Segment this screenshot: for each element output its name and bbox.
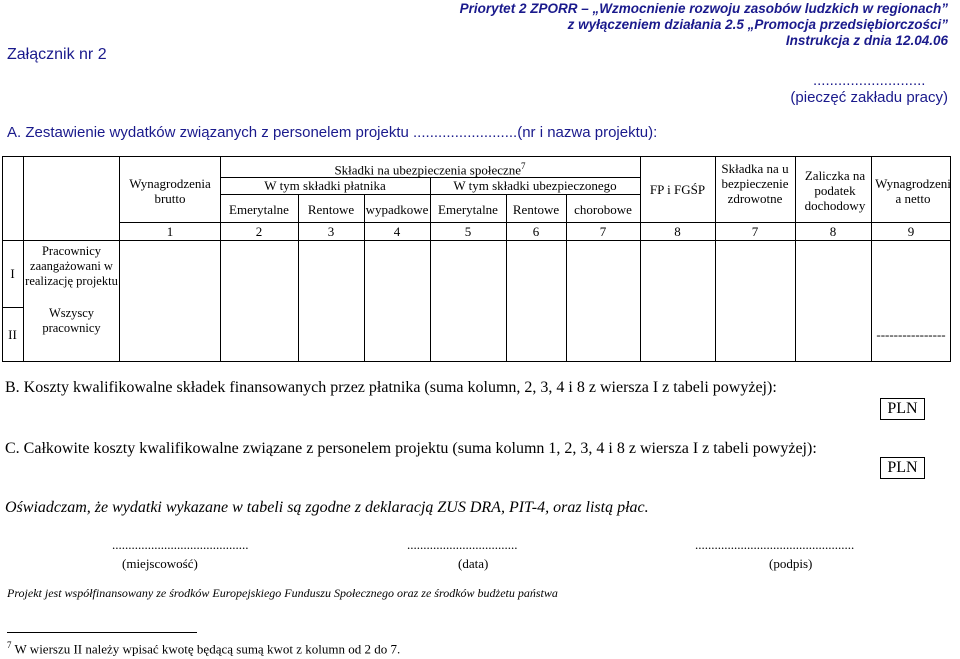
header-insured-disability: Rentowe xyxy=(512,202,560,217)
col-num: 1 xyxy=(166,224,174,239)
col-num: 5 xyxy=(464,224,472,239)
stamp-label: (pieczęć zakładu pracy) xyxy=(790,89,948,106)
section-c-amount-field[interactable]: PLN xyxy=(880,457,925,479)
header-fp-fgsp: FP i FGŚP xyxy=(649,182,706,197)
header-social xyxy=(220,159,640,177)
header-insured-sickness: chorobowe xyxy=(574,202,632,217)
col-num: 2 xyxy=(255,224,263,239)
date-label: (data) xyxy=(458,556,489,571)
header-health: Składka na ubezpieczenie zdrowotne xyxy=(721,161,789,206)
section-b-amount-field[interactable]: PLN xyxy=(880,398,925,420)
attachment-label: Załącznik nr 2 xyxy=(7,46,107,63)
footnote-text: W wierszu II należy wpisać kwotę będącą sumą kwot z kolumn od 2 do 7. xyxy=(11,641,401,657)
priority-line-3: Instrukcja z dnia 12.04.06 xyxy=(785,33,948,48)
col-num: 6 xyxy=(532,224,540,239)
priority-line-1: Priorytet 2 ZPORR – „Wzmocnienie rozwoju zasobów ludzkich w regionach” xyxy=(459,1,948,16)
footnote xyxy=(7,640,400,657)
header-insured-group: W tym składki ubezpieczonego xyxy=(453,178,617,193)
header-social-sup: 7 xyxy=(521,161,526,171)
header-payer-pension: Emerytalne xyxy=(229,202,289,217)
row-num-1: I xyxy=(10,266,15,281)
footnote-mark: 7 xyxy=(7,640,12,650)
col-num: 7 xyxy=(599,224,607,239)
col-num: 4 xyxy=(393,224,401,239)
section-a-title: A. Zestawienie wydatków związanych z personelem projektu .........................(nr i nazwa projektu): xyxy=(7,124,658,141)
header-social-text: Składki na ubezpieczenia społeczne xyxy=(334,162,522,178)
stamp-dots: ........................... xyxy=(812,72,926,89)
col-num: 9 xyxy=(907,224,915,239)
header-net: Wynagrodzenia netto xyxy=(875,176,951,206)
place-label: (miejscowość) xyxy=(122,556,198,571)
col-num: 3 xyxy=(327,224,335,239)
row-num-2: II xyxy=(8,327,17,342)
priority-line-2: z wyłączeniem działania 2.5 „Promocja przedsiębiorczości” xyxy=(567,17,948,32)
row-label-1: Pracownicy zaangażowani w realizację projektu xyxy=(25,244,118,288)
section-b-text: B. Koszty kwalifikowalne składek finansowanych przez płatnika (suma kolumn, 2, 3, 4 i 8 z wiersza I z tabeli powyżej): xyxy=(5,379,777,396)
cofinancing-note: Projekt jest współfinansowany ze środków Europejskiego Funduszu Społecznego oraz ze środków budżetu państwa xyxy=(7,586,558,600)
declaration: Oświadczam, że wydatki wykazane w tabeli są zgodne z deklaracją ZUS DRA, PIT-4, oraz listą płac. xyxy=(5,499,649,516)
date-dots[interactable]: .................................. xyxy=(407,537,518,552)
net-dashes: ---------------- xyxy=(876,327,946,342)
header-insured-pension: Emerytalne xyxy=(438,202,498,217)
header-gross: Wynagrodzenia brutto xyxy=(129,176,211,206)
header-payer-disability: Rentowe xyxy=(307,202,355,217)
footnote-rule xyxy=(7,632,197,633)
signature-label: (podpis) xyxy=(769,556,813,571)
header-payer-group: W tym składki płatnika xyxy=(264,178,386,193)
header-tax: Zaliczka na podatek dochodowy xyxy=(804,168,866,213)
signature-dots[interactable]: ................................................. xyxy=(695,537,855,552)
row-label-2: Wszyscy pracownicy xyxy=(42,306,101,335)
col-num: 8 xyxy=(829,224,837,239)
col-num: 8 xyxy=(674,224,681,239)
place-dots[interactable]: .......................................... xyxy=(112,537,249,552)
section-c-text: C. Całkowite koszty kwalifikowalne związane z personelem projektu (suma kolumn 1, 2, 3, 4 i 8 z wiersza I z tabeli powyżej): xyxy=(5,440,817,457)
col-num: 7 xyxy=(751,224,759,239)
header-payer-accident: wypadkowe xyxy=(365,202,429,217)
